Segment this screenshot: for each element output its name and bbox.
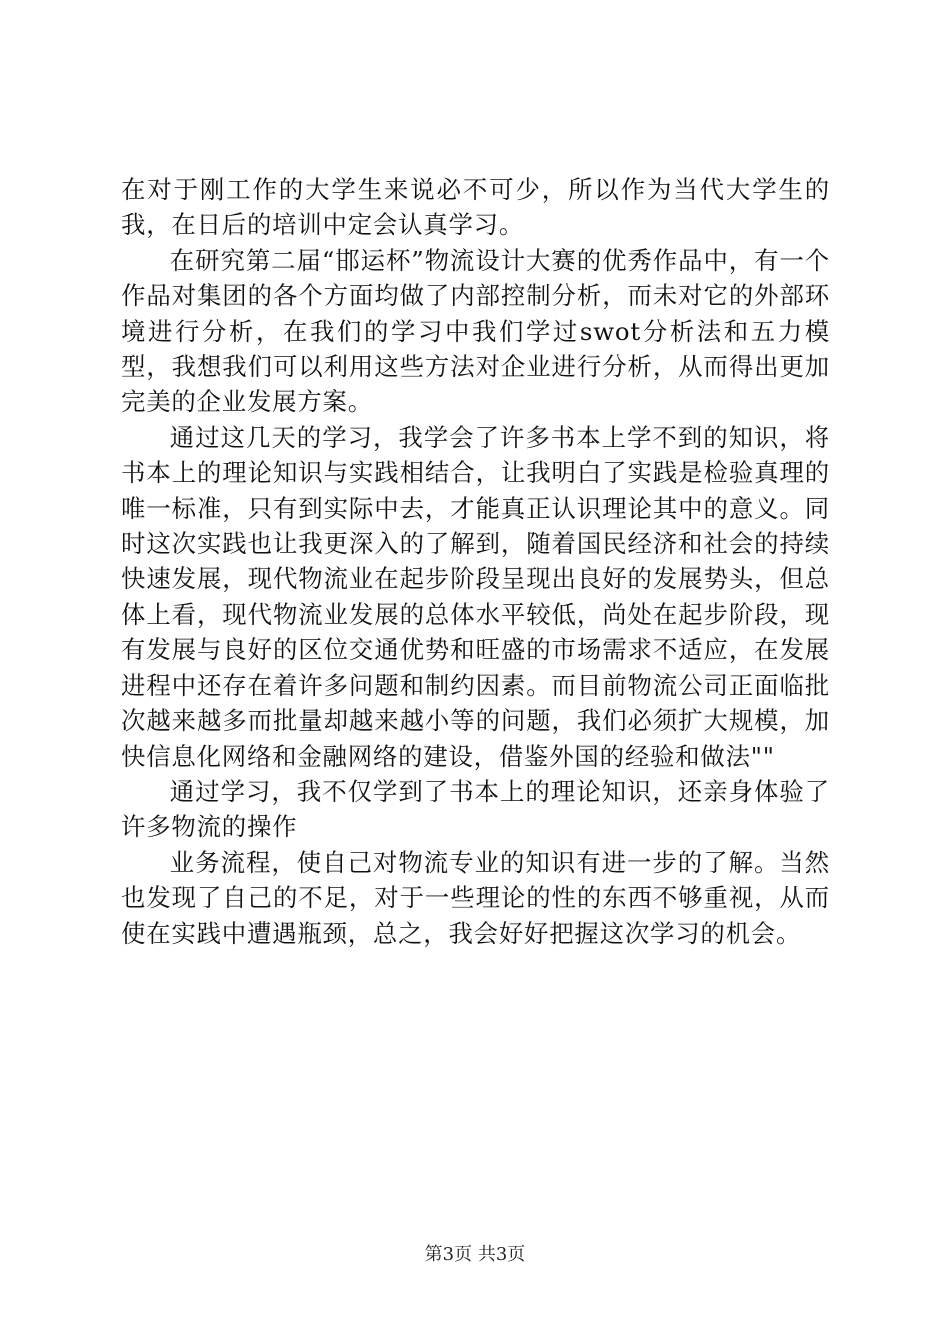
document-body [121, 172, 830, 951]
paragraph-1: 在对于刚工作的大学生来说必不可少，所以作为当代大学生的我，在日后的培训中定会认真学习。 [121, 175, 830, 240]
paragraph-3: 通过这几天的学习，我学会了许多书本上学不到的知识，将书本上的理论知识与实践相结合，让我明白了实践是检验真理的唯一标准，只有到实际中去，才能真正认识理论其中的意义。同时这次实践也让我更深入的了解到，随着国民经济和社会的持续快速发展，现代物流业在起步阶段呈现出良好的发展势头，但总体上看，现代物流业发展的总体水平较低，尚处在起步阶段，现有发展与良好的区位交通优势和旺盛的市场需求不适应，在发展进程中还存在着许多问题和制约因素。而目前物流公司正面临批次越来越多而批量却越来越小等的问题，我们必须扩大规模，加快信息化网络和金融网络的建设，借鉴外国的经验和做法"" [121, 422, 830, 771]
paragraph-5: 业务流程，使自己对物流专业的知识有进一步的了解。当然也发现了自己的不足，对于一些理论的性的东西不够重视，从而使在实践中遭遇瓶颈，总之，我会好好把握这次学习的机会。 [121, 847, 830, 948]
paragraph-2: 在研究第二届“邯运杯”物流设计大赛的优秀作品中，有一个作品对集团的各个方面均做了内部控制分析，而未对它的外部环境进行分析，在我们的学习中我们学过swot分析法和五力模型，我想我们可以利用这些方法对企业进行分析，从而得出更加完美的企业发展方案。 [121, 245, 830, 417]
page-number-label: 第3页 共3页 [424, 1244, 526, 1265]
page-footer [0, 1243, 950, 1267]
paragraph-4: 通过学习，我不仅学到了书本上的理论知识，还亲身体验了许多物流的操作 [121, 776, 830, 842]
